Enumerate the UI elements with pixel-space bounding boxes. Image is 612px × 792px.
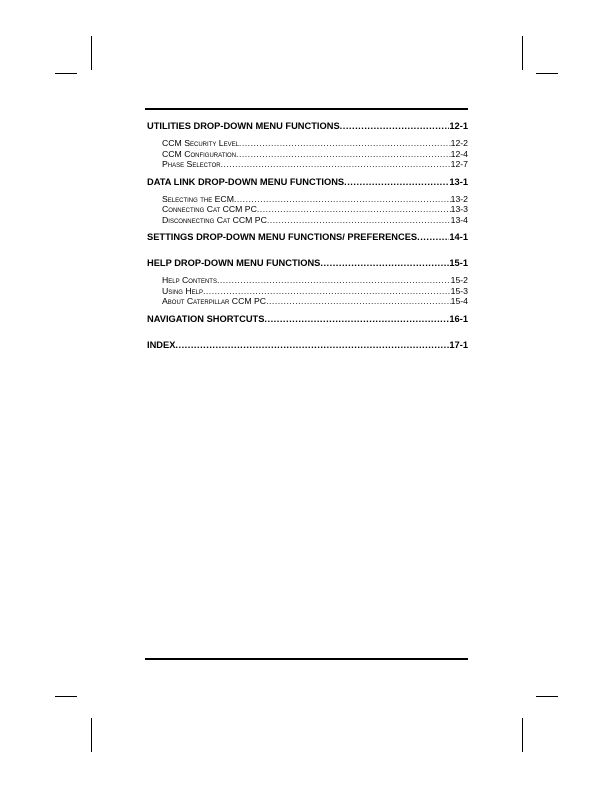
toc-subentry-page: 12-2 — [450, 138, 468, 148]
table-of-contents — [147, 120, 468, 351]
dot-leader — [236, 149, 451, 160]
toc-subentry-title: Connecting Cat CCM PC — [162, 204, 257, 214]
crop-mark — [55, 696, 77, 697]
crop-mark — [536, 696, 558, 697]
toc-subentry[interactable] — [147, 215, 468, 226]
toc-subentry-title: Phase Selector — [162, 159, 221, 169]
toc-entry-title: NAVIGATION SHORTCUTS — [147, 313, 265, 324]
crop-mark — [55, 73, 77, 74]
toc-entry-title: UTILITIES DROP-DOWN MENU FUNCTIONS — [147, 121, 340, 131]
crop-mark — [522, 36, 523, 70]
toc-entry-page: 15-1 — [449, 258, 468, 268]
toc-subentry[interactable] — [147, 159, 468, 170]
dot-leader — [267, 215, 451, 226]
toc-entry-page: 12-1 — [449, 121, 468, 131]
toc-subentry[interactable] — [147, 296, 468, 307]
toc-entry[interactable] — [147, 176, 468, 188]
toc-entry-title: DATA LINK DROP-DOWN MENU FUNCTIONS — [147, 176, 345, 187]
toc-entry-title: INDEX — [147, 339, 176, 350]
toc-section-settings — [147, 231, 468, 243]
toc-subentry[interactable] — [147, 194, 468, 205]
toc-entry[interactable] — [147, 257, 468, 269]
dot-leader — [340, 120, 450, 132]
toc-subentry-title: CCM Configuration — [162, 148, 237, 159]
toc-subentry[interactable] — [147, 286, 468, 297]
dot-leader — [234, 194, 451, 205]
toc-subentry[interactable] — [147, 204, 468, 215]
toc-section-navigation — [147, 313, 468, 325]
toc-subentry-page: 13-4 — [450, 214, 468, 225]
toc-subentry-title: CCM Security Level — [162, 138, 239, 148]
dot-leader — [264, 313, 449, 325]
toc-section-data-link — [147, 176, 468, 226]
toc-section-index — [147, 339, 468, 351]
dot-leader — [217, 275, 451, 286]
toc-entry-page: 13-1 — [449, 176, 468, 187]
toc-entry-title: SETTINGS DROP-DOWN MENU FUNCTIONS/ PREFERENCES — [147, 232, 418, 242]
crop-mark — [91, 36, 92, 70]
toc-subentry-page: 13-3 — [450, 204, 468, 214]
toc-entry-page: 16-1 — [449, 313, 468, 324]
dot-leader — [221, 159, 451, 170]
toc-subentry-title: About Caterpillar CCM PC — [162, 296, 267, 306]
toc-subentry-title: Selecting the ECM — [162, 193, 234, 204]
toc-entry[interactable] — [147, 120, 468, 132]
dot-leader — [266, 296, 451, 307]
toc-subentry[interactable] — [147, 138, 468, 149]
toc-entry[interactable] — [147, 231, 468, 243]
toc-section-utilities — [147, 120, 468, 170]
dot-leader — [344, 176, 449, 188]
dot-leader — [320, 257, 449, 269]
footer-rule — [145, 658, 468, 660]
toc-subentry-page: 15-3 — [450, 285, 468, 296]
dot-leader — [175, 339, 449, 351]
toc-subentry[interactable] — [147, 149, 468, 160]
toc-section-help — [147, 257, 468, 307]
toc-subentry-title: Help Contents — [162, 275, 217, 285]
dot-leader — [203, 286, 451, 297]
toc-subentry[interactable] — [147, 275, 468, 286]
toc-entry-page: 14-1 — [449, 232, 468, 242]
toc-subentry-title: Using Help — [162, 285, 203, 296]
toc-subentry-page: 15-4 — [450, 296, 468, 306]
dot-leader — [239, 138, 451, 149]
dot-leader — [257, 204, 451, 215]
toc-subentry-page: 13-2 — [450, 193, 468, 204]
crop-mark — [536, 73, 558, 74]
header-rule — [145, 108, 468, 110]
toc-entry-page: 17-1 — [449, 339, 468, 350]
toc-entry[interactable] — [147, 339, 468, 351]
toc-entry-title: HELP DROP-DOWN MENU FUNCTIONS — [147, 258, 321, 268]
dot-leader — [417, 231, 449, 243]
crop-mark — [91, 718, 92, 752]
toc-subentry-page: 12-4 — [450, 148, 468, 159]
toc-subentry-page: 12-7 — [450, 159, 468, 169]
crop-mark — [522, 718, 523, 752]
toc-subentry-page: 15-2 — [450, 275, 468, 285]
toc-subentry-title: Disconnecting Cat CCM PC — [162, 214, 267, 225]
toc-entry[interactable] — [147, 313, 468, 325]
